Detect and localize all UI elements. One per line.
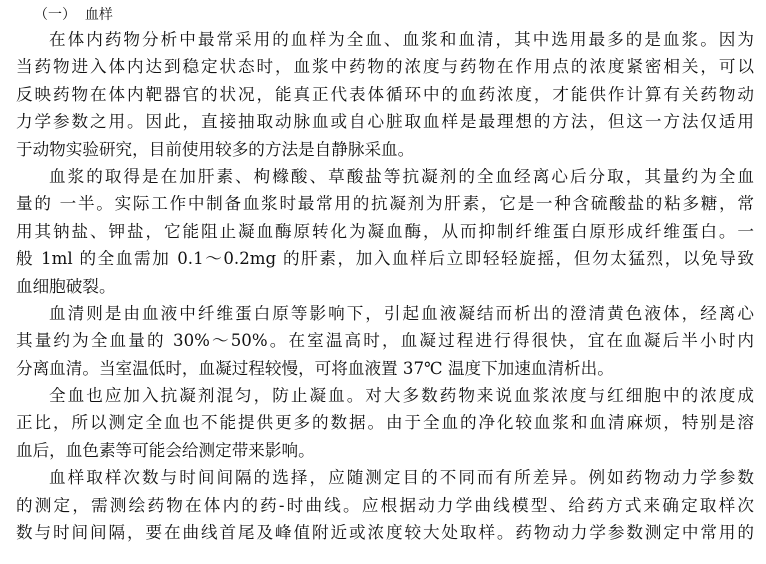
text-line: 血细胞破裂。 bbox=[16, 276, 116, 296]
text-line: 全血也应加入抗凝剂混匀，防止凝血。对大多数药物来说血浆浓度与红细胞中的浓度成 bbox=[49, 386, 754, 406]
text-line: 当药物进入体内达到稳定状态时，血浆中药物的浓度与药物在作用点的浓度紧密相关，可以 bbox=[16, 57, 754, 77]
text-line: 于动物实验研究，目前使用较多的方法是自静脉采血。 bbox=[16, 139, 415, 159]
text-line: 其量约为全血量的 30%～50%。在室温高时，血凝过程进行得很快，宜在血凝后半小时内 bbox=[16, 331, 754, 351]
text-line: 血清则是由血液中纤维蛋白原等影响下，引起血液凝结而析出的澄清黄色液体，经离心 bbox=[49, 303, 754, 323]
text-line: 血浆的取得是在加肝素、枸橼酸、草酸盐等抗凝剂的全血经离心后分取，其量约为全血 bbox=[49, 166, 754, 186]
text-line: 正比，所以测定全血也不能提供更多的数据。由于全血的净化较血浆和血清麻烦，特别是溶 bbox=[16, 413, 754, 433]
text-line: 血样取样次数与时间间隔的选择，应随测定目的不同而有所差异。例如药物动力学参数 bbox=[49, 468, 754, 488]
text-line: 力学参数之用。因此，直接抽取动脉血或自心脏取血样是最理想的方法，但这一方法仅适用 bbox=[16, 112, 754, 132]
paragraph-serum bbox=[16, 300, 754, 382]
text-line: 分离血清。当室温低时，血凝过程较慢，可将血液置 37℃ 温度下加速血清析出。 bbox=[16, 358, 614, 378]
document-page bbox=[16, 4, 754, 546]
paragraph-blood-sample-types bbox=[16, 26, 754, 163]
text-line: 般 1ml 的全血需加 0.1～0.2mg 的肝素，加入血样后立即轻轻旋摇，但勿太猛烈，以免导致 bbox=[16, 249, 754, 269]
paragraph-plasma bbox=[16, 163, 754, 300]
paragraph-sampling-schedule bbox=[16, 464, 754, 546]
text-line: 用其钠盐、钾盐，它能阻止凝血酶原转化为凝血酶，从而抑制纤维蛋白原形成纤维蛋白。一 bbox=[16, 221, 754, 241]
paragraph-whole-blood bbox=[16, 382, 754, 464]
text-line: 在体内药物分析中最常采用的血样为全血、血浆和血清，其中选用最多的是血浆。因为 bbox=[49, 30, 754, 49]
section-heading: （一） 血样 bbox=[34, 7, 113, 23]
text-line: 反映药物在体内靶器官的状况，能真正代表体循环中的血药浓度，才能供作计算有关药物动 bbox=[16, 84, 754, 104]
text-line: 血后，血色素等可能会给测定带来影响。 bbox=[16, 440, 315, 460]
text-line: 的测定，需测绘药物在体内的药-时曲线。应根据动力学曲线模型、给药方式来确定取样次 bbox=[16, 495, 754, 515]
text-line: 量的 一半。实际工作中制备血浆时最常用的抗凝剂为肝素，它是一种含硫酸盐的粘多糖，常 bbox=[16, 194, 754, 214]
text-line: 数与时间间隔，要在曲线首尾及峰值附近或浓度较大处取样。药物动力学参数测定中常用的 bbox=[16, 523, 754, 543]
